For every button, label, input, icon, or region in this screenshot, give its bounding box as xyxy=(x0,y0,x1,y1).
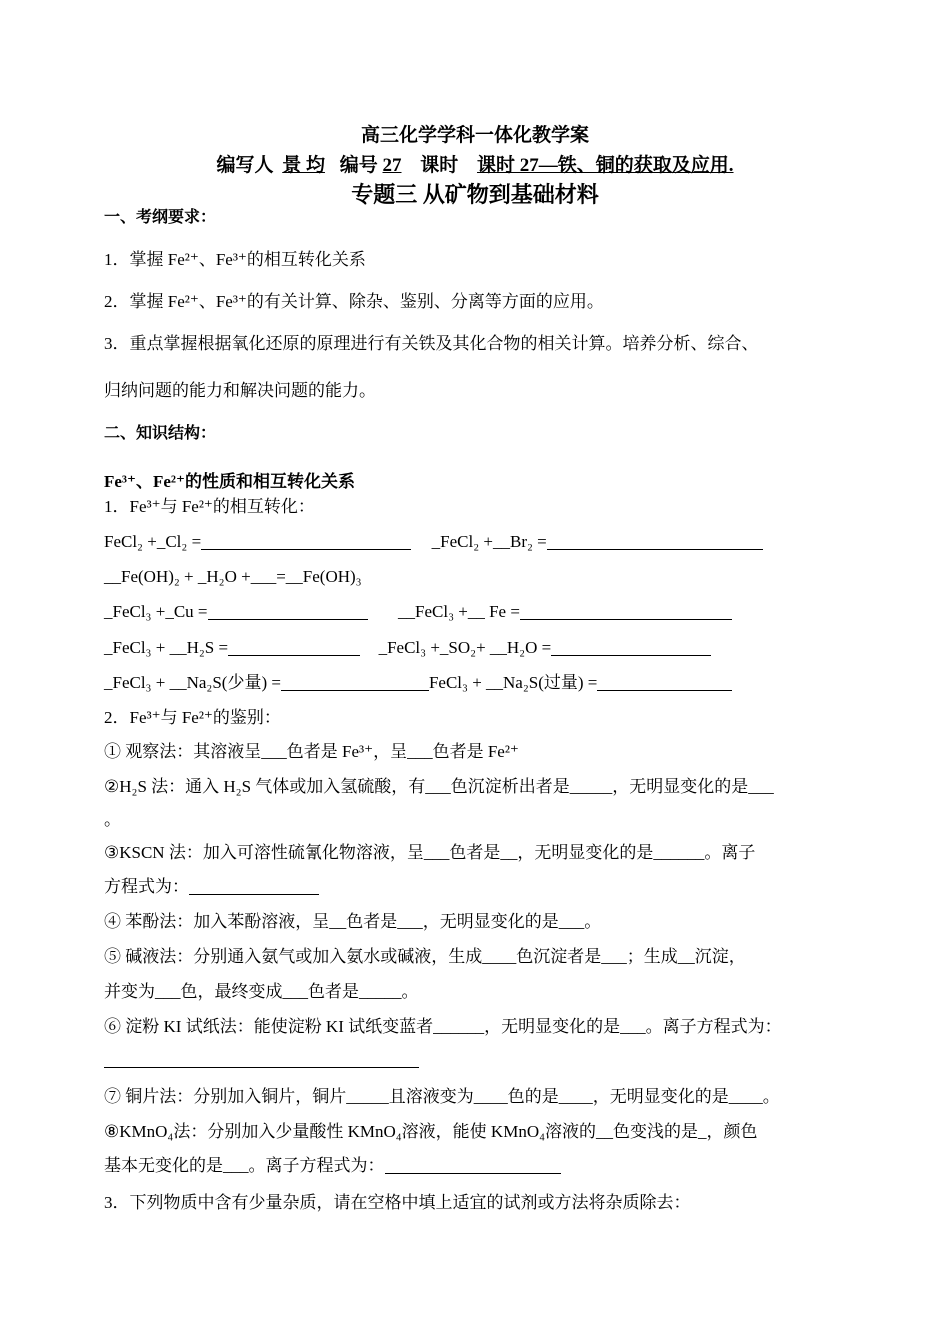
answer-blank[interactable] xyxy=(547,533,763,550)
author-name: 景 均 xyxy=(282,155,325,176)
part1-title: 1．Fe³⁺与 Fe²⁺的相互转化： xyxy=(104,497,315,516)
method-alkali: ⑤ 碱液法：分别通入氨气或加入氨水或碱液，生成____色沉淀者是___；生成__沉淀， xyxy=(104,947,746,966)
section1-heading: 一、考纲要求： xyxy=(104,209,217,226)
method-kscn-cont xyxy=(104,877,319,897)
equation: _FeCl₃ +_Cu = xyxy=(104,602,208,621)
lesson-title: 课时 27—铁、铜的获取及应用. xyxy=(477,155,734,176)
author-label: 编写人 xyxy=(216,155,274,176)
number-value: 27 xyxy=(382,155,402,176)
objective-3: 3．重点掌握根据氧化还原的原理进行有关铁及其化合物的相关计算。培养分析、综合、 xyxy=(104,334,759,353)
topic-title: 专题三 从矿物到基础材料 xyxy=(351,182,599,207)
equation: _FeCl₃ + __Na₂S(少量) = xyxy=(104,673,281,692)
method-observe: ① 观察法：其溶液呈___色者是 Fe³⁺，呈___色者是 Fe²⁺ xyxy=(104,742,519,761)
method-copper: ⑦ 铜片法：分别加入铜片，铜片_____且溶液变为____色的是____，无明显变化的是____。 xyxy=(104,1087,780,1106)
part2-title: 2．Fe³⁺与 Fe²⁺的鉴别： xyxy=(104,708,281,727)
equation-row-2 xyxy=(104,567,362,587)
equation: __Fe(OH)₂ + _H₂O +___=__Fe(OH)₃ xyxy=(104,567,362,586)
equation: FeCl₂ +_Cl₂ = xyxy=(104,532,202,551)
ion-equation-row xyxy=(104,1050,419,1070)
answer-blank[interactable] xyxy=(281,674,429,691)
equation: _FeCl₃ + __H₂S = xyxy=(104,638,229,657)
equation: FeCl₃ + __Na₂S(过量) = xyxy=(428,673,598,692)
method-phenol: ④ 苯酚法：加入苯酚溶液，呈__色者是___，无明显变化的是___。 xyxy=(104,912,602,931)
method-h2s: ②H₂S 法：通入 H₂S 气体或加入氢硫酸，有___色沉淀析出者是_____，无明显变化的是___ xyxy=(104,777,774,796)
method-h2s-end: 。 xyxy=(104,810,121,829)
equation-row-3 xyxy=(104,602,732,622)
ion-equation-label: 基本无变化的是___。离子方程式为： xyxy=(104,1156,385,1175)
answer-blank[interactable] xyxy=(189,878,319,895)
doc-meta-line xyxy=(0,150,950,177)
answer-blank[interactable] xyxy=(201,533,411,550)
answer-blank[interactable] xyxy=(208,603,368,620)
objective-3-cont: 归纳问题的能力和解决问题的能力。 xyxy=(104,381,376,400)
equation: _FeCl₂ +__Br₂ = xyxy=(431,532,547,551)
equation-row-5 xyxy=(104,673,732,693)
answer-blank[interactable] xyxy=(228,639,360,656)
answer-blank[interactable] xyxy=(520,603,732,620)
section2-heading: 二、知识结构： xyxy=(104,425,217,442)
answer-blank[interactable] xyxy=(104,1051,419,1068)
answer-blank[interactable] xyxy=(551,639,711,656)
doc-title: 高三化学学科一体化教学案 xyxy=(360,125,589,146)
number-label: 编号 xyxy=(339,155,378,176)
method-alkali-cont: 并变为___色，最终变成___色者是_____。 xyxy=(104,982,419,1001)
method-kmno4-cont xyxy=(104,1156,561,1176)
method-kmno4: ⑧KMnO₄法：分别加入少量酸性 KMnO₄溶液，能使 KMnO₄溶液的__色变浅的是_，颜色 xyxy=(104,1122,758,1141)
equation-row-4 xyxy=(104,638,711,658)
equation: __FeCl₃ +__ Fe = xyxy=(398,602,520,621)
lesson-label: 课时 xyxy=(420,155,459,176)
section2-subheading: Fe³⁺、Fe²⁺的性质和相互转化关系 xyxy=(104,472,355,491)
part3-title: 3．下列物质中含有少量杂质，请在空格中填上适宜的试剂或方法将杂质除去： xyxy=(104,1193,691,1212)
equation: _FeCl₃ +_SO₂+ __H₂O = xyxy=(378,638,552,657)
ion-equation-label: 方程式为： xyxy=(104,877,189,896)
objective-2: 2．掌握 Fe²⁺、Fe³⁺的有关计算、除杂、鉴别、分离等方面的应用。 xyxy=(104,292,604,311)
method-ki-paper: ⑥ 淀粉 KI 试纸法：能使淀粉 KI 试纸变蓝者______，无明显变化的是___。离子方程式为： xyxy=(104,1017,782,1036)
answer-blank[interactable] xyxy=(385,1157,561,1174)
answer-blank[interactable] xyxy=(597,674,732,691)
equation-row-1 xyxy=(104,532,763,552)
objective-1: 1．掌握 Fe²⁺、Fe³⁺的相互转化关系 xyxy=(104,250,366,269)
method-kscn: ③KSCN 法：加入可溶性硫氰化物溶液，呈___色者是__，无明显变化的是______。离子 xyxy=(104,843,756,862)
